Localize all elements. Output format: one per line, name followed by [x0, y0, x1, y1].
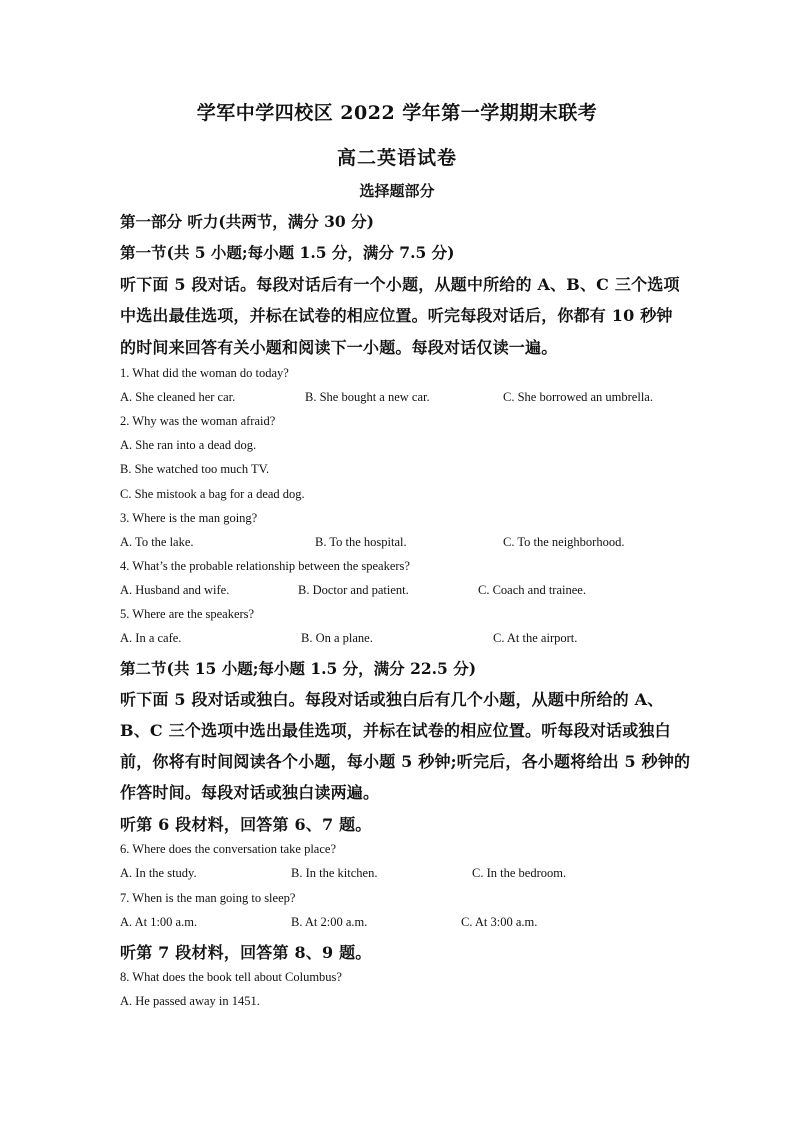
section1-heading: 第一节(共 5 小题;每小题 1.5 分，满分 7.5 分): [120, 243, 455, 262]
option-7c: C. At 3:00 a.m.: [461, 915, 538, 929]
option-5c: C. At the airport.: [493, 631, 578, 645]
part1-heading: 第一部分 听力(共两节，满分 30 分): [120, 212, 374, 231]
option-2b: B. She watched too much TV.: [120, 462, 270, 476]
exam-title: 学军中学四校区 2022 学年第一学期期末联考: [196, 102, 598, 124]
material-6-heading: 听第 6 段材料，回答第 6、7 题。: [120, 815, 372, 834]
section2-instruction-line: 作答时间。每段对话或独白读两遍。: [120, 783, 380, 802]
option-1c: C. She borrowed an umbrella.: [503, 390, 653, 404]
option-5b: B. On a plane.: [301, 631, 373, 645]
section1-instruction-line: 的时间来回答有关小题和阅读下一小题。每段对话仅读一遍。: [120, 338, 558, 357]
question-4: 4. What’s the probable relationship between the speakers?: [120, 559, 410, 573]
section1-instruction-line: 听下面 5 段对话。每段对话后有一个小题，从题中所给的 A、B、C 三个选项: [120, 275, 680, 294]
question-3: 3. Where is the man going?: [120, 511, 258, 525]
section2-instruction-line: 听下面 5 段对话或独白。每段对话或独白后有几个小题，从题中所给的 A、: [120, 690, 664, 709]
section1-instruction-line: 中选出最佳选项，并标在试卷的相应位置。听完每段对话后，你都有 10 秒钟: [120, 306, 673, 325]
option-1a: A. She cleaned her car.: [120, 390, 236, 404]
question-5: 5. Where are the speakers?: [120, 607, 255, 621]
question-7: 7. When is the man going to sleep?: [120, 891, 296, 905]
option-1b: B. She bought a new car.: [305, 390, 430, 404]
option-4c: C. Coach and trainee.: [478, 583, 586, 597]
option-8a: A. He passed away in 1451.: [120, 994, 260, 1008]
option-5a: A. In a cafe.: [120, 631, 182, 645]
material-7-heading: 听第 7 段材料，回答第 8、9 题。: [120, 943, 372, 962]
option-6a: A. In the study.: [120, 866, 197, 880]
section2-instruction-line: B、C 三个选项中选出最佳选项，并标在试卷的相应位置。听每段对话或独白: [120, 721, 671, 740]
option-6c: C. In the bedroom.: [472, 866, 567, 880]
option-3b: B. To the hospital.: [315, 535, 407, 549]
option-3c: C. To the neighborhood.: [503, 535, 625, 549]
option-2a: A. She ran into a dead dog.: [120, 438, 257, 452]
section2-instruction-line: 前，你将有时间阅读各个小题，每小题 5 秒钟;听完后，各小题将给出 5 秒钟的: [120, 752, 691, 771]
question-2: 2. Why was the woman afraid?: [120, 414, 276, 428]
exam-subtitle: 高二英语试卷: [336, 147, 457, 169]
option-6b: B. In the kitchen.: [291, 866, 378, 880]
question-8: 8. What does the book tell about Columbus?: [120, 970, 342, 984]
option-3a: A. To the lake.: [120, 535, 194, 549]
question-1: 1. What did the woman do today?: [120, 366, 289, 380]
option-4a: A. Husband and wife.: [120, 583, 230, 597]
option-7a: A. At 1:00 a.m.: [120, 915, 198, 929]
section-label: 选择题部分: [359, 182, 435, 200]
option-7b: B. At 2:00 a.m.: [291, 915, 368, 929]
option-4b: B. Doctor and patient.: [298, 583, 409, 597]
option-2c: C. She mistook a bag for a dead dog.: [120, 487, 305, 501]
question-6: 6. Where does the conversation take place?: [120, 842, 336, 856]
section2-heading: 第二节(共 15 小题;每小题 1.5 分，满分 22.5 分): [120, 659, 477, 678]
